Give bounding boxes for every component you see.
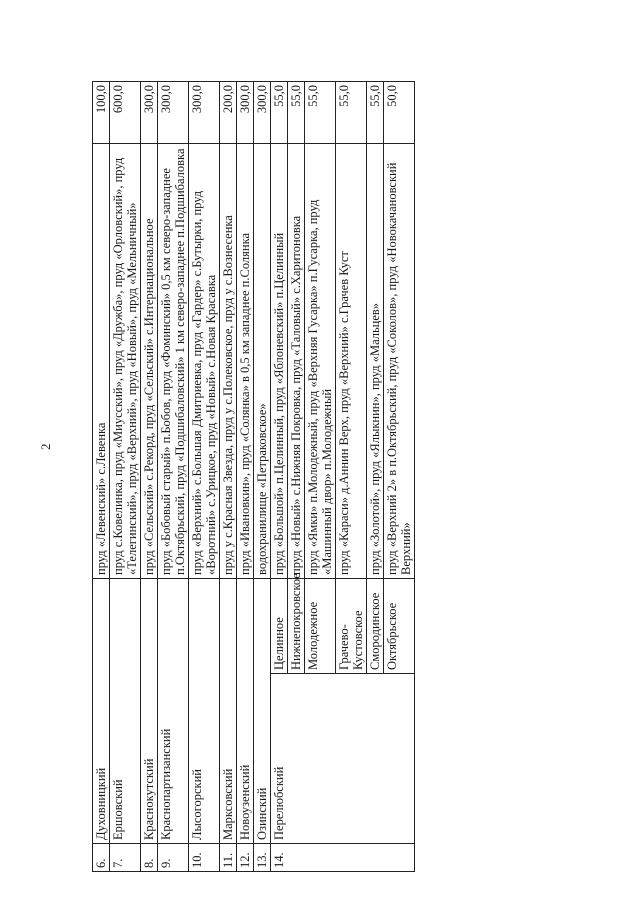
water-objects: пруд «Сельский» с.Рекорд, пруд «Сельский» с.Интернациональное xyxy=(141,143,158,578)
table-row xyxy=(141,81,158,871)
row-number: 14. xyxy=(271,844,415,872)
table-rotated-container xyxy=(92,82,586,872)
water-objects: пруд с.Ковелинка, пруд «Миусский», пруд «Дружба», пруд «Орловский», пруд «Телегинский», пруд «Верхний», пруд «Новый», пруд «Мельничный» xyxy=(110,143,141,578)
water-objects: пруд «Левенский» с.Левенка xyxy=(93,143,110,578)
fish-stocking-table xyxy=(92,81,415,872)
settlement-name: Нижнепокровское xyxy=(288,578,305,673)
settlement-name: Целинное xyxy=(271,578,288,673)
table-row xyxy=(220,81,237,871)
value-cell: 300,0 xyxy=(189,81,220,143)
water-objects: пруд «Караси» д.Аннин Верх, пруд «Верхний» с.Грачев Куст xyxy=(336,143,367,578)
water-objects: пруд «Верхний» с.Большая Дмитриевка, пруд «Гардер» с.Бутырки, пруд «Воротний» с.Урицкое, пруд «Новый» с.Новая Красавка xyxy=(189,143,220,578)
table-row xyxy=(93,81,110,871)
value-cell: 55,0 xyxy=(271,81,288,143)
value-cell: 300,0 xyxy=(254,81,271,143)
value-cell: 300,0 xyxy=(158,81,189,143)
district-name: Краснокутский xyxy=(141,578,158,843)
settlement-name: Октябрьское xyxy=(384,578,415,673)
row-number: 11. xyxy=(220,844,237,872)
water-objects: пруд «Большой» п.Целинный, пруд «Яблоневский» п.Целинный xyxy=(271,143,288,578)
district-name: Духовницкий xyxy=(93,578,110,843)
table-row xyxy=(189,81,220,871)
settlement-name: Смородинское xyxy=(367,578,384,673)
row-number: 12. xyxy=(237,844,254,872)
row-number: 13. xyxy=(254,844,271,872)
district-name: Озинский xyxy=(254,578,271,843)
row-number: 10. xyxy=(189,844,220,872)
row-number: 9. xyxy=(158,844,189,872)
water-objects: пруд «Ивановкин», пруд «Солянка» в 0,5 км западнее п.Солянка xyxy=(237,143,254,578)
value-cell: 55,0 xyxy=(336,81,367,143)
value-cell: 300,0 xyxy=(237,81,254,143)
value-cell: 50,0 xyxy=(384,81,415,143)
value-cell: 600,0 xyxy=(110,81,141,143)
district-name: Ершовский xyxy=(110,578,141,843)
table-row xyxy=(254,81,271,871)
water-objects: пруд «Верхний 2» в п.Октябрьский, пруд «Соколов», пруд «Новокачановский Верхний» xyxy=(384,143,415,578)
water-objects: пруд у с.Красная Звезда, пруд у с.Полековское, пруд у с.Вознесенка xyxy=(220,143,237,578)
settlement-name: Молодежное xyxy=(305,578,336,673)
value-cell: 55,0 xyxy=(367,81,384,143)
water-objects: пруд «Ямки» п.Молодежный, пруд «Верхняя Гусарка» п.Гусарка, пруд «Машинный двор» п.Молодежный xyxy=(305,143,336,578)
table-row xyxy=(158,81,189,871)
water-objects: пруд «Золотой», пруд «Ялыкнин», пруд «Мальцев» xyxy=(367,143,384,578)
water-objects: пруд «Новый» с.Нижняя Покровка, пруд «Таловый» с.Харитоновка xyxy=(288,143,305,578)
row-number: 7. xyxy=(110,844,141,872)
page-number: 2 xyxy=(38,443,53,450)
settlement-name: Грачево-Кустовское xyxy=(336,578,367,673)
district-name: Лысогорский xyxy=(189,578,220,843)
district-name: Новоузенский xyxy=(237,578,254,843)
row-number: 6. xyxy=(93,844,110,872)
district-name: Перелюбский xyxy=(271,674,415,844)
district-name: Марксовский xyxy=(220,578,237,843)
table-row xyxy=(237,81,254,871)
water-objects: пруд «Бобовый старый» п.Бобов, пруд «Фоминский» 0,5 км северо-западнее п.Октябрьский, пруд «Подшибаловский» 1 км северо-западнее п.Подшибаловка xyxy=(158,143,189,578)
table-row xyxy=(271,81,288,871)
table-row xyxy=(110,81,141,871)
value-cell: 100,0 xyxy=(93,81,110,143)
row-number: 8. xyxy=(141,844,158,872)
district-name: Краснопартизанский xyxy=(158,578,189,843)
value-cell: 55,0 xyxy=(305,81,336,143)
value-cell: 300,0 xyxy=(141,81,158,143)
value-cell: 200,0 xyxy=(220,81,237,143)
water-objects: водохранилище «Петраковское» xyxy=(254,143,271,578)
value-cell: 55,0 xyxy=(288,81,305,143)
